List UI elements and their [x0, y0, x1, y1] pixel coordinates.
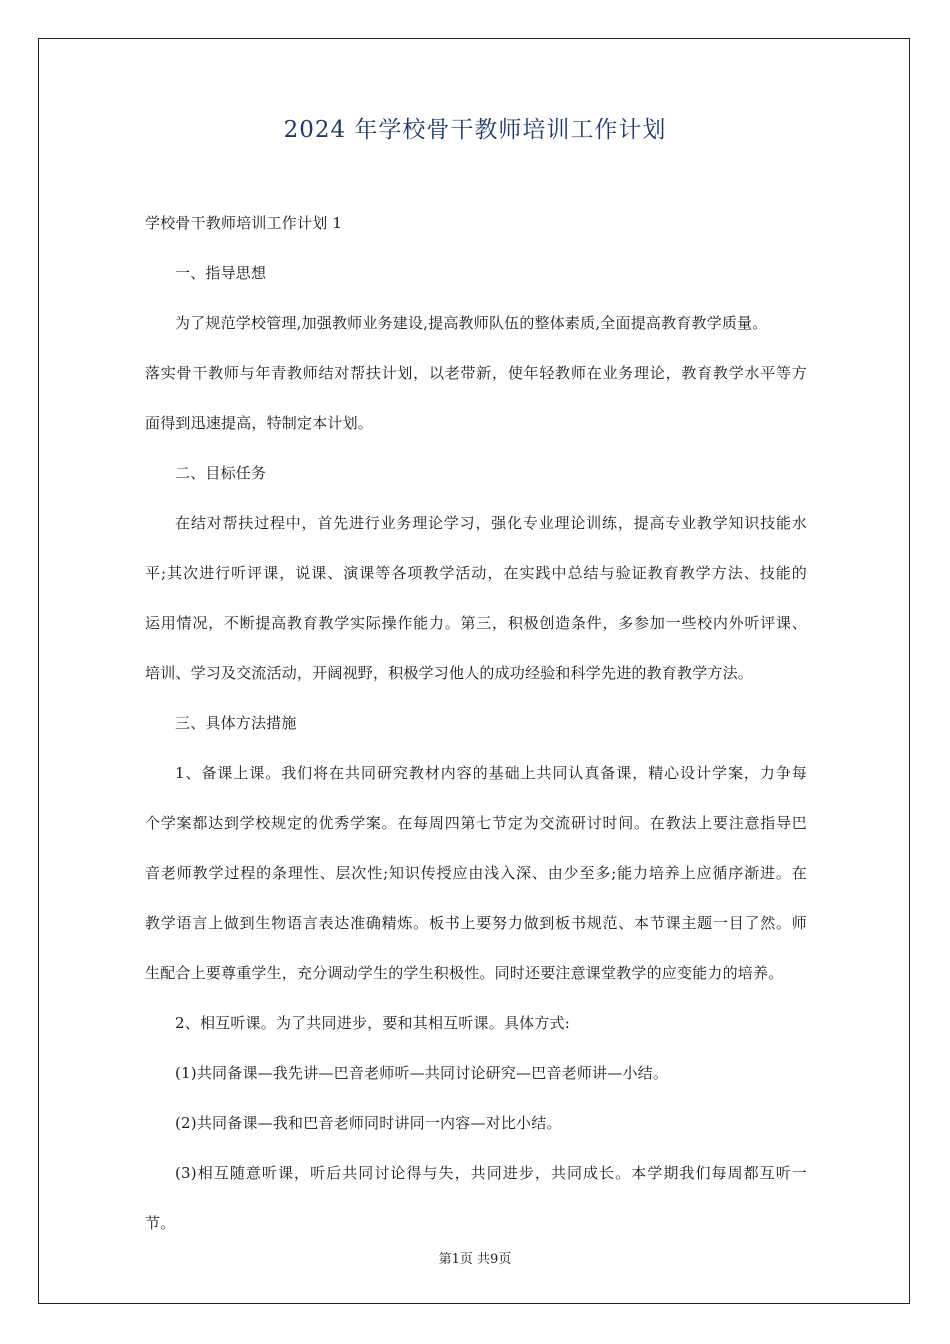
paragraph-line: 2、相互听课。为了共同进步，要和其相互听课。具体方式:	[175, 1014, 570, 1032]
list-item: (1)共同备课—我先讲—巴音老师听—共同讨论研究—巴音老师讲—小结。	[175, 1064, 669, 1082]
paragraph-line: 为了规范学校管理,加强教师业务建设,提高教师队伍的整体素质,全面提高教育教学质量。	[175, 314, 768, 332]
paragraph-line: 节。	[145, 1214, 176, 1232]
paragraph-line: 音老师教学过程的条理性、层次性;知识传授应由浅入深、由少至多;能力培养上应循序渐进。在	[145, 864, 807, 882]
paragraph-line: 生配合上要尊重学生，充分调动学生的学生积极性。同时还要注意课堂教学的应变能力的培养。	[145, 964, 784, 982]
section-heading: 学校骨干教师培训工作计划 1	[145, 214, 343, 232]
subheading-goals: 二、目标任务	[175, 464, 267, 482]
paragraph-line: 教学语言上做到生物语言表达准确精炼。板书上要努力做到板书规范、本节课主题一目了然。师	[145, 914, 807, 932]
paragraph-line: 平;其次进行听评课，说课、演课等各项教学活动，在实践中总结与验证教育教学方法、技能的	[145, 564, 807, 582]
paragraph-line: 个学案都达到学校规定的优秀学案。在每周四第七节定为交流研讨时间。在教法上要注意指导巴	[145, 814, 807, 832]
list-item: (3)相互随意听课，听后共同讨论得与失，共同进步，共同成长。本学期我们每周都互听一	[175, 1164, 807, 1182]
subheading-methods: 三、具体方法措施	[175, 714, 297, 732]
document-title: 2024 年学校骨干教师培训工作计划	[283, 117, 667, 143]
paragraph-line: 落实骨干教师与年青教师结对帮扶计划，以老带新，使年轻教师在业务理论，教育教学水平等方	[145, 364, 807, 382]
paragraph-line: 在结对帮扶过程中，首先进行业务理论学习，强化专业理论训练，提高专业教学知识技能水	[175, 514, 807, 532]
subheading-guiding-idea: 一、指导思想	[175, 264, 267, 282]
paragraph-line: 运用情况，不断提高教育教学实际操作能力。第三，积极创造条件，多参加一些校内外听评课、	[145, 614, 807, 632]
document-body	[145, 198, 807, 1248]
paragraph-line: 1、备课上课。我们将在共同研究教材内容的基础上共同认真备课，精心设计学案，力争每	[175, 764, 807, 782]
list-item: (2)共同备课—我和巴音老师同时讲同一内容—对比小结。	[175, 1114, 562, 1132]
page-number-footer: 第1页 共9页	[438, 1252, 512, 1267]
paragraph-line: 面得到迅速提高，特制定本计划。	[145, 414, 374, 432]
paragraph-line: 培训、学习及交流活动，开阔视野，积极学习他人的成功经验和科学先进的教育教学方法。	[145, 664, 754, 682]
